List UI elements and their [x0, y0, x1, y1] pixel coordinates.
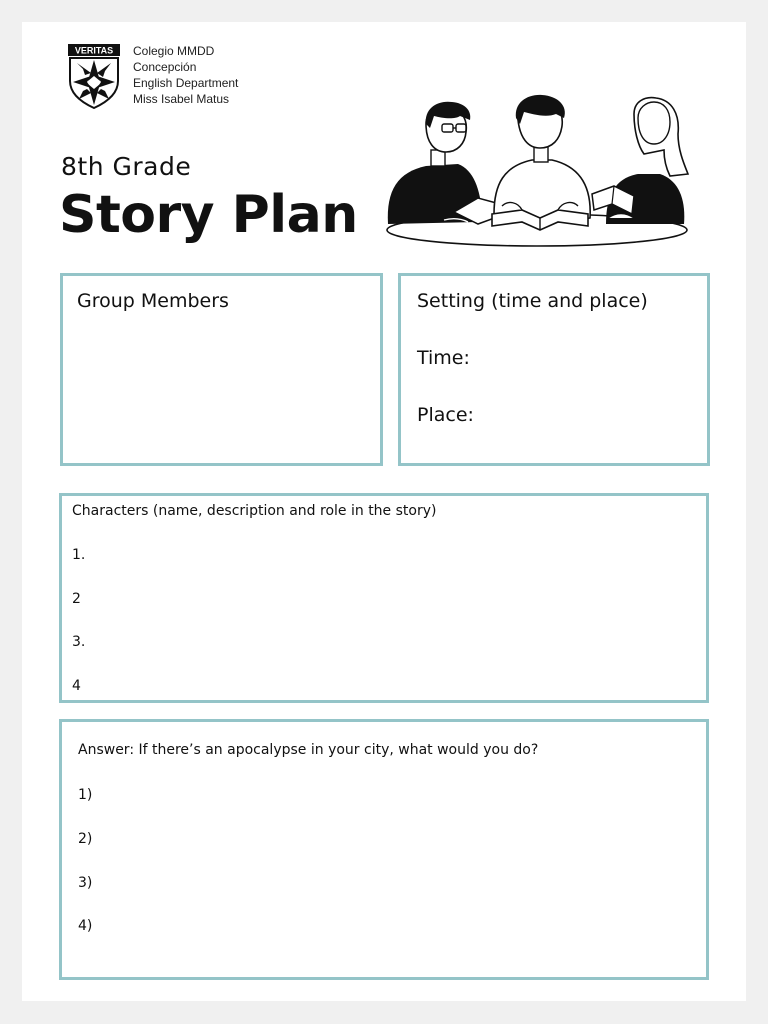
logo-text: VERITAS	[74, 45, 114, 56]
answer-item: 4)	[78, 918, 93, 934]
teacher-name: Miss Isabel Matus	[133, 92, 230, 106]
character-item: 4	[72, 678, 81, 694]
school-name: Colegio MMDD	[133, 44, 215, 58]
grade-label: 8th Grade	[61, 152, 192, 181]
group-members-heading: Group Members	[77, 290, 229, 312]
answer-item: 1)	[78, 787, 93, 803]
answer-question: Answer: If there’s an apocalypse in your city, what would you do?	[78, 742, 539, 758]
character-item: 3.	[72, 634, 86, 650]
school-city: Concepción	[133, 60, 197, 74]
students-reading-illustration	[382, 94, 692, 254]
character-item: 2	[72, 591, 81, 607]
group-members-box[interactable]	[60, 273, 383, 466]
page-title: Story Plan	[59, 185, 358, 245]
school-department: English Department	[133, 76, 239, 90]
character-item: 1.	[72, 547, 86, 563]
characters-heading: Characters (name, description and role in the story)	[72, 503, 437, 519]
answer-item: 3)	[78, 875, 93, 891]
school-info	[133, 43, 238, 107]
answer-box[interactable]	[59, 719, 709, 980]
setting-heading: Setting (time and place)	[417, 290, 648, 312]
worksheet-page	[22, 22, 746, 1001]
setting-box[interactable]	[398, 273, 710, 466]
characters-box[interactable]	[59, 493, 709, 703]
time-label: Time:	[417, 347, 470, 369]
answer-item: 2)	[78, 831, 93, 847]
place-label: Place:	[417, 404, 474, 426]
veritas-shield-icon	[67, 43, 121, 109]
